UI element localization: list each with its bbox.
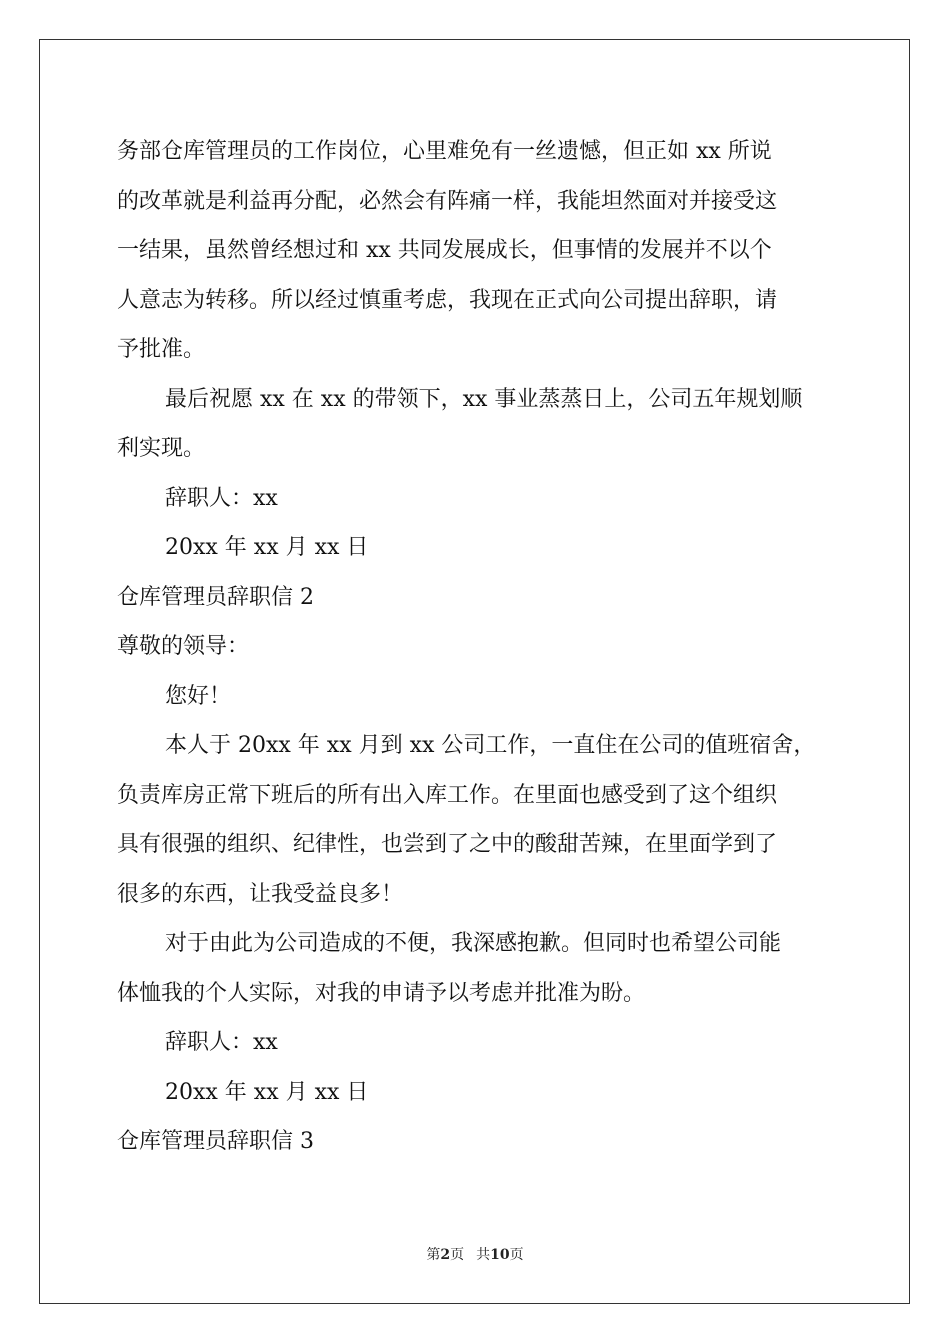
page-number: 2 — [440, 1247, 451, 1263]
greeting: 您好！ — [165, 683, 232, 709]
date-line: 20xx 年 xx 月 xx 日 — [165, 535, 369, 560]
text-line: 最后祝愿 xx 在 xx 的带领下，xx 事业蒸蒸日上，公司五年规划顺 — [165, 386, 803, 412]
document-body — [117, 127, 835, 1167]
text-line: 很多的东西，让我受益良多！ — [117, 881, 404, 907]
text-line: 的改革就是利益再分配，必然会有阵痛一样，我能坦然面对并接受这 — [117, 188, 778, 214]
page-prefix: 第 — [426, 1247, 441, 1263]
total-suffix: 页 — [509, 1247, 524, 1263]
text-line: 利实现。 — [117, 436, 206, 461]
text-line: 予批准。 — [117, 337, 206, 362]
text-line: 人意志为转移。所以经过慎重考虑，我现在正式向公司提出辞职，请 — [117, 287, 778, 313]
signature-line: 辞职人：xx — [165, 485, 278, 511]
text-line: 负责库房正常下班后的所有出入库工作。在里面也感受到了这个组织 — [117, 782, 778, 808]
total-pages: 10 — [490, 1247, 510, 1263]
date-line: 20xx 年 xx 月 xx 日 — [165, 1079, 369, 1105]
section-heading: 仓库管理员辞职信 2 — [117, 584, 314, 610]
total-prefix: 共 — [476, 1247, 491, 1263]
text-line: 本人于 20xx 年 xx 月到 xx 公司工作，一直住在公司的值班宿舍， — [165, 733, 816, 758]
page-suffix: 页 — [450, 1247, 465, 1263]
page-footer — [0, 1246, 950, 1264]
text-line: 一结果，虽然曾经想过和 xx 共同发展成长，但事情的发展并不以个 — [117, 238, 772, 263]
text-line: 具有很强的组织、纪律性，也尝到了之中的酸甜苦辣，在里面学到了 — [117, 832, 778, 857]
text-line: 体恤我的个人实际，对我的申请予以考虑并批准为盼。 — [117, 980, 646, 1006]
section-heading: 仓库管理员辞职信 3 — [117, 1129, 314, 1154]
signature-line: 辞职人：xx — [165, 1030, 278, 1055]
text-line: 对于由此为公司造成的不便，我深感抱歉。但同时也希望公司能 — [165, 931, 782, 956]
text-line: 务部仓库管理员的工作岗位，心里难免有一丝遗憾，但正如 xx 所说 — [117, 139, 772, 164]
salutation: 尊敬的领导： — [117, 634, 250, 659]
